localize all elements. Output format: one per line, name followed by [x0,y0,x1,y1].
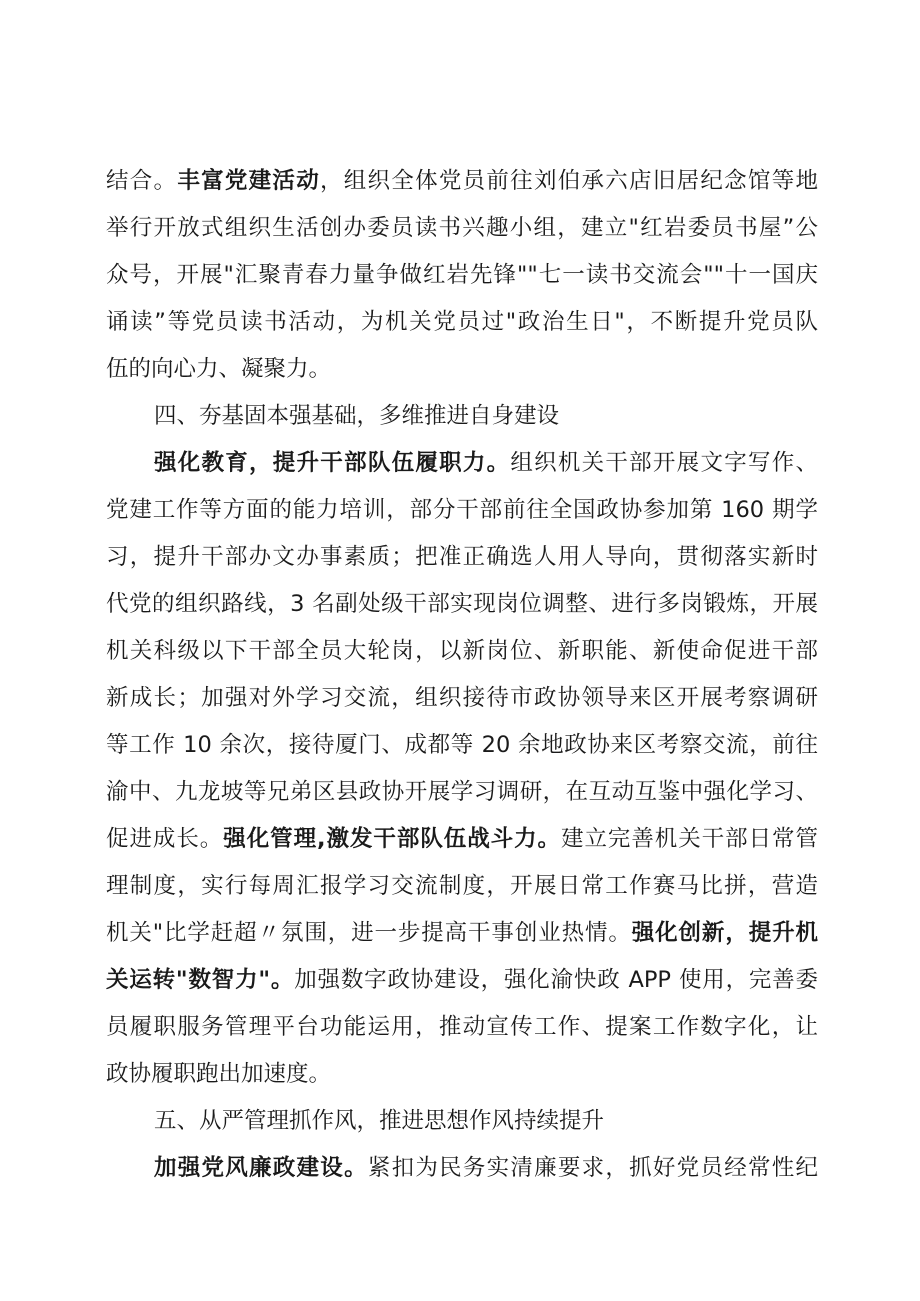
body-text: 紧扣为民务实清廉要求，抓好党员经常性纪 [367,1155,818,1181]
body-text: ，组织全体党员前往刘伯承六店旧居纪念馆等地 [319,168,818,194]
paragraph-start-line [106,440,818,487]
text-line [106,957,818,1004]
body-text: 等工作 10 余次，接待厦门、成都等 20 余地政协来区考察交流，前往 [106,732,818,758]
body-text: 机关"比学赶超〃氛围，进一步提高干事创业热情。 [106,920,632,946]
body-text: 组织机关干部开展文字写作、 [510,450,818,476]
body-text: 员履职服务管理平台功能运用，推动宣传工作、提案工作数字化，让 [106,1014,818,1040]
body-text: 习，提升干部办文办事素质；把准正确选人用人导向，贯彻落实新时 [106,544,818,570]
text-line [106,628,818,675]
body-text: 政协履职跑出加速度。 [106,1061,332,1087]
body-text: 伍的向心力、凝聚力。 [106,356,332,382]
text-line [106,534,818,581]
paragraph-start-line [106,393,818,440]
body-text: 众号，开展"汇聚青春力量争做红岩先锋""七一读书交流会""十一国庆 [106,262,818,288]
body-text: 四、夯基固本强基础，多维推进自身建设 [154,403,560,429]
bold-heading-text: 强化教育，提升干部队伍履职力。 [154,450,511,476]
body-text: 代党的组织路线，3 名副处级干部实现岗位调整、进行多岗锻炼，开展 [106,591,818,617]
text-line [106,1051,818,1098]
text-line [106,346,818,393]
text-line [106,299,818,346]
text-line [106,205,818,252]
text-line [106,581,818,628]
text-line [106,722,818,769]
body-text: 五、从严管理抓作风，推进思想作风持续提升 [154,1108,605,1134]
body-text: 机关科级以下干部全员大轮岗，以新岗位、新职能、新使命促进干部 [106,638,818,664]
paragraph-start-line [106,1145,818,1192]
text-line [106,769,818,816]
bold-heading-text: 强化管理,激发干部队伍战斗力。 [223,826,562,852]
text-line [106,816,818,863]
text-line [106,910,818,957]
body-text: 新成长；加强对外学习交流，组织接待市政协领导来区开展考察调研 [106,685,818,711]
text-line [106,252,818,299]
text-line [106,158,818,205]
document-body [106,158,818,1192]
body-text: 理制度，实行每周汇报学习交流制度，开展日常工作赛马比拼，营造 [106,873,818,899]
bold-heading-text: 加强党风廉政建设。 [154,1155,368,1181]
text-line [106,863,818,910]
bold-heading-text: 强化创新，提升机 [631,920,818,946]
body-text: 诵读”等党员读书活动，为机关党员过"政治生日"，不断提升党员队 [106,309,818,335]
body-text: 结合。 [106,168,178,194]
text-line [106,675,818,722]
body-text: 渝中、九龙坡等兄弟区县政协开展学习调研，在互动互鉴中强化学习、 [106,779,818,805]
body-text: 党建工作等方面的能力培训，部分干部前往全国政协参加第 160 期学 [106,497,818,523]
bold-heading-text: 关运转"数智力"。 [106,967,295,993]
body-text: 举行开放式组织生活创办委员读书兴趣小组，建立"红岩委员书屋”公 [106,215,818,241]
body-text: 加强数字政协建设，强化渝快政 APP 使用，完善委 [294,967,818,993]
paragraph-start-line [106,1098,818,1145]
text-line [106,1004,818,1051]
text-line [106,487,818,534]
bold-heading-text: 丰富党建活动 [177,168,320,194]
body-text: 建立完善机关干部日常管 [561,826,818,852]
body-text: 促进成长。 [106,826,224,852]
